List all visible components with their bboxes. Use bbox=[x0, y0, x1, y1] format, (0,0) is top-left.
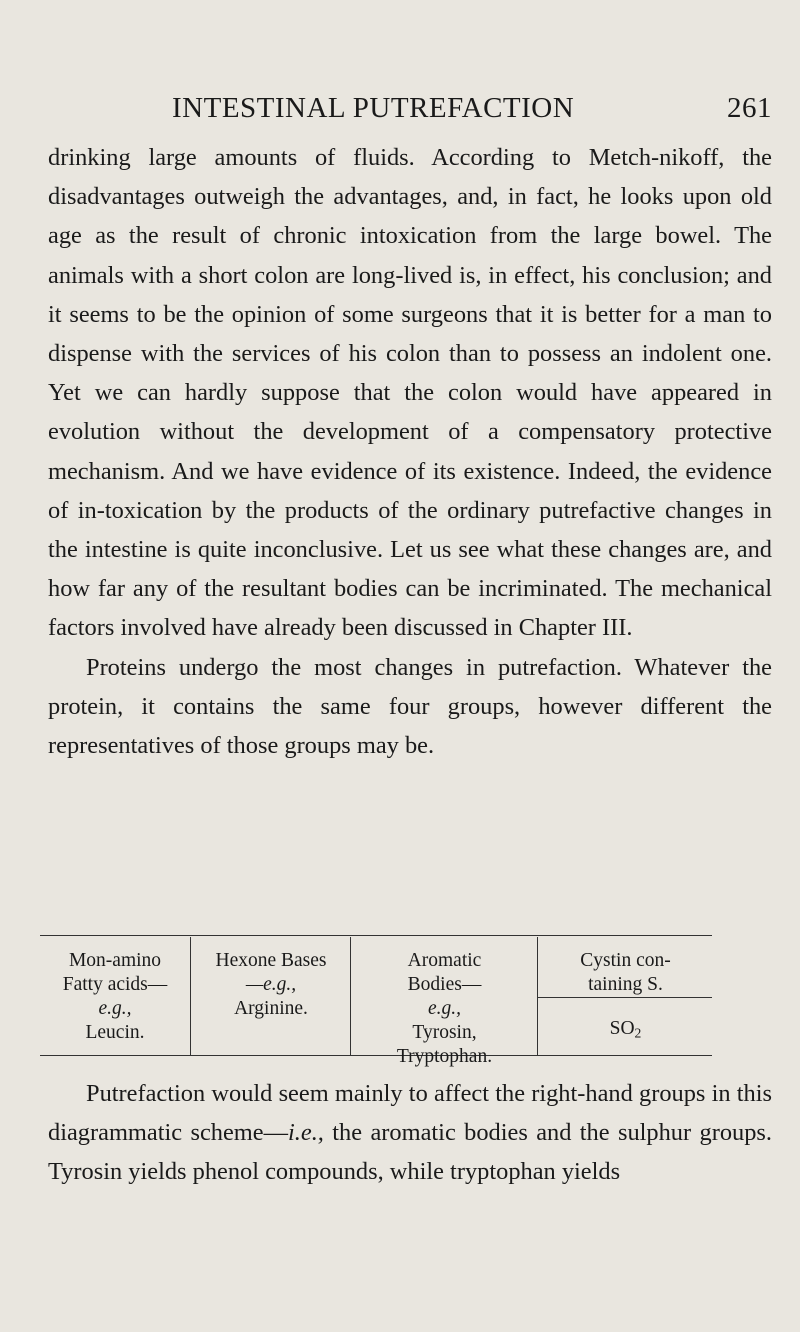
paragraph-putrefaction: Putrefaction would seem mainly to affect the right-hand groups in this diagrammatic scheme—i.e., the aromatic bodies and the sulphur groups. Tyrosin yields phenol compounds, while tryptophan yields bbox=[48, 1080, 772, 1186]
scheme-divider-2 bbox=[350, 937, 351, 1055]
scheme-divider-3 bbox=[537, 937, 538, 1055]
scheme-cell-so2: $SO_2$ bbox=[609, 1018, 642, 1041]
scheme-divider-1 bbox=[190, 937, 191, 1055]
protein-groups-scheme bbox=[40, 935, 720, 1067]
scheme-split-rule bbox=[537, 997, 712, 998]
running-header bbox=[172, 92, 772, 132]
page-number: 261 bbox=[727, 92, 772, 124]
following-text bbox=[48, 1074, 772, 1192]
scheme-cell-mon-amino: Mon-amino Fatty acids— e.g., Leucin. bbox=[62, 950, 168, 1043]
scheme-cell-aromatic-bodies: Aromatic Bodies— e.g., Tyrosin, Tryptophan. bbox=[396, 950, 493, 1067]
paragraph-continued: drinking large amounts of fluids. According to Metch-nikoff, the disadvantages outweigh the advantages, and, in fact, he looks upon old age as the result of chronic intoxication from the large bowel. The animals with a short colon are long-lived is, in effect, his conclusion; and it seems to be the opinion of some surgeons that it is better for a man to dispense with the services of his colon than to possess an indolent one. Yet we can hardly suppose that the colon would have appeared in evolution without the development of a compensatory protective mechanism. And we have evidence of its existence. Indeed, the evidence of in-toxication by the products of the ordinary putrefactive changes in the intestine is quite inconclusive. Let us see what these changes are, and how far any of the resultant bodies can be incriminated. The mechanical factors involved have already been discussed in Chapter III. bbox=[48, 144, 772, 642]
main-text bbox=[48, 138, 772, 765]
scheme-cell-hexone-bases: Hexone Bases —e.g., Arginine. bbox=[215, 950, 327, 1019]
scheme-top-rule bbox=[40, 935, 712, 936]
paragraph-proteins: Proteins undergo the most changes in putrefaction. Whatever the protein, it contains the same four groups, however different the representatives of those groups may be. bbox=[48, 653, 772, 760]
scheme-cell-cystin: Cystin con- taining S. bbox=[580, 950, 671, 995]
running-title: INTESTINAL PUTREFACTION bbox=[172, 92, 575, 124]
